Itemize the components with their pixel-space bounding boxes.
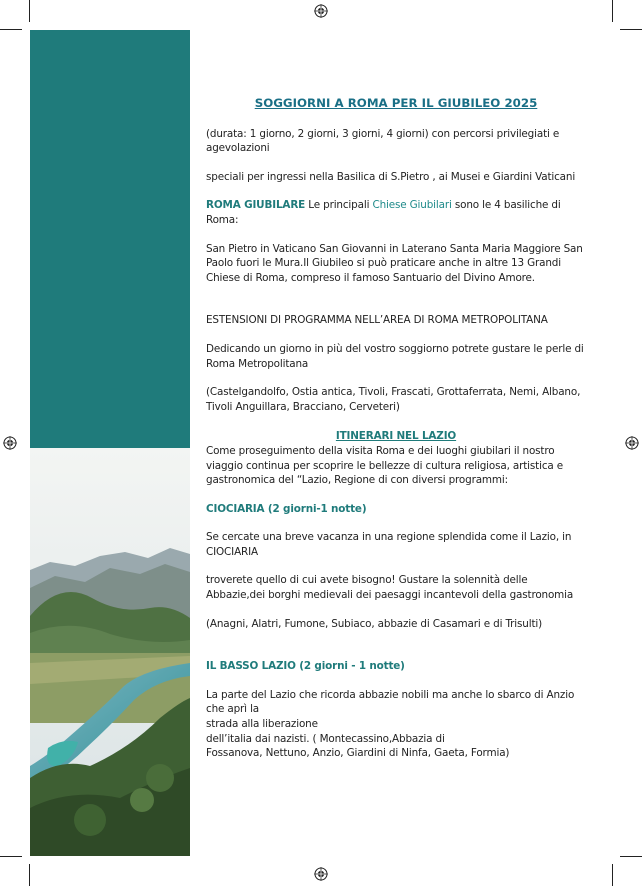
ciociaria-paragraph-2: troverete quello di cui avete bisogno! Gustare la solennità delle Abbazie,dei borghi medievali dei paesaggi incantevoli della gastronomia [206,574,574,602]
basso-lazio-line-1: La parte del Lazio che ricorda abbazie nobili ma anche lo sbarco di Anzio che aprì la [206,688,575,716]
crop-mark [620,29,642,30]
basso-lazio-heading: IL BASSO LAZIO (2 giorni - 1 notte) [206,660,405,673]
landscape-illustration [30,448,190,856]
ciociaria-heading: CIOCIARIA (2 giorni-1 notte) [206,502,367,515]
crop-mark [29,864,30,886]
vatican-access-paragraph: speciali per ingressi nella Basilica di S.Pietro , ai Musei e Giardini Vaticani [206,170,576,183]
roma-giubilare-label: ROMA GIUBILARE [206,199,306,212]
landscape-photo [30,448,190,856]
crop-mark [29,0,30,22]
teal-side-panel [30,30,190,448]
basiliche-paragraph: San Pietro in Vaticano San Giovanni in Laterano Santa Maria Maggiore San Paolo fuori le Mura.Il Giubileo si può praticare anche in altre 13 Grandi Chiese di Roma, compreso il famoso Santuario del Divino Amore. [206,242,583,284]
basso-lazio-line-4: Fossanova, Nettuno, Anzio, Giardini di Ninfa, Gaeta, Formia) [206,747,510,760]
estensioni-paragraph: Dedicando un giorno in più del vostro soggiorno potrete gustare le perle di Roma Metropolitana [206,342,584,370]
crop-mark [612,864,613,886]
crop-mark [620,856,642,857]
page-title: SOGGIORNI A ROMA PER IL GIUBILEO 2025 [254,96,538,110]
registration-mark-icon [3,436,17,450]
ciociaria-places: (Anagni, Alatri, Fumone, Subiaco, abbazie di Casamari e di Trisulti) [206,617,543,630]
chiese-giubilari-highlight: Chiese Giubilari [372,199,452,212]
registration-mark-icon [314,4,328,18]
crop-mark [612,0,613,22]
itinerari-heading: ITINERARI NEL LAZIO [335,430,457,443]
itinerari-paragraph: Come proseguimento della visita Roma e dei luoghi giubilari il nostro viaggio continua per scoprire le bellezze di cultura religiosa, artistica e gastronomica del “Lazio, Regione di con diversi programmi: [206,444,563,487]
basso-lazio-line-3: dell’italia dai nazisti. ( Montecassino,Abbazia di [206,732,445,745]
basso-lazio-line-2: strada alla liberazione [206,718,318,731]
registration-mark-icon [314,867,328,881]
estensioni-heading: ESTENSIONI DI PROGRAMMA NELL’AREA DI ROMA METROPOLITANA [206,314,548,327]
crop-mark [0,856,22,857]
estensioni-places: (Castelgandolfo, Ostia antica, Tivoli, Frascati, Grottaferrata, Nemi, Albano, Tivoli Anguillara, Bracciano, Cerveteri) [206,386,581,413]
duration-paragraph: (durata: 1 giorno, 2 giorni, 3 giorni, 4 giorni) con percorsi privilegiati e agevolazioni [206,127,560,155]
registration-mark-icon [625,436,639,450]
roma-giubilare-text-end: sono le 4 basiliche di Roma: [206,199,561,226]
roma-giubilare-paragraph [206,198,586,227]
roma-giubilare-text: Le principali [305,199,373,212]
ciociaria-paragraph-1: Se cercate una breve vacanza in una regione splendida come il Lazio, in CIOCIARIA [206,531,572,558]
document-body [206,96,586,761]
crop-mark [0,29,22,30]
